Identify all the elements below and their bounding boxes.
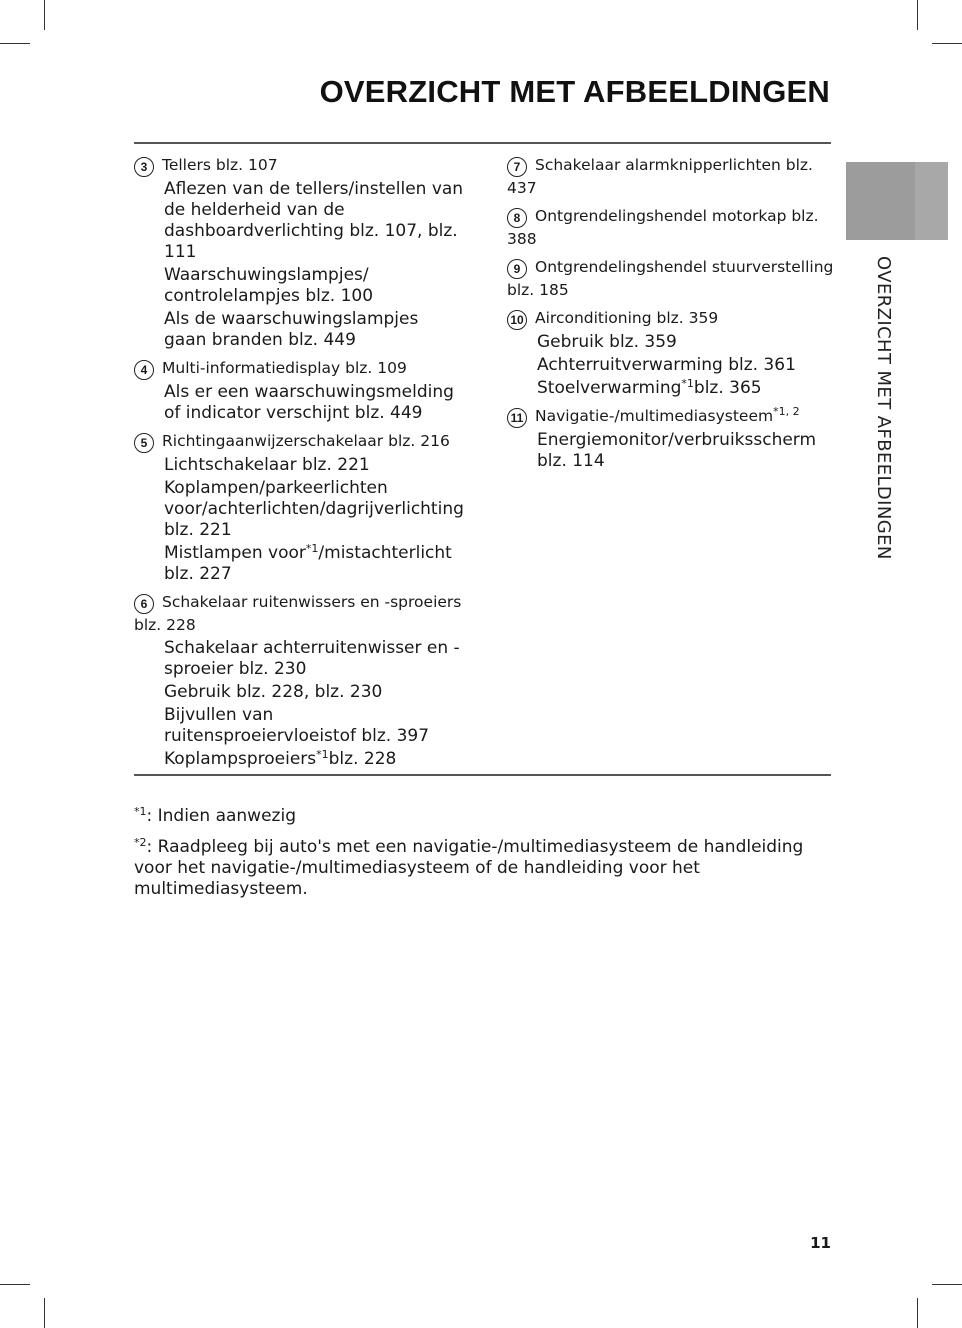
item-heading: 8 Ontgrendelingshendel motorkap blz. 388 bbox=[507, 207, 819, 248]
list-item bbox=[507, 307, 837, 399]
right-column bbox=[507, 154, 837, 478]
list-item bbox=[134, 430, 464, 585]
list-item bbox=[507, 154, 837, 199]
item-subentry: Als de waarschuwingslampjes gaan branden blz. 449 bbox=[164, 309, 419, 350]
item-number: 5 bbox=[134, 433, 154, 453]
item-subentry: Stoelverwarming$^{*1}$blz. 365 bbox=[537, 377, 762, 398]
item-heading: 10 Airconditioning blz. 359 bbox=[507, 307, 837, 330]
item-number: 7 bbox=[507, 157, 527, 177]
item-subentry: Als er een waarschuwingsmelding of indicator verschijnt blz. 449 bbox=[164, 382, 454, 423]
item-subentry: Schakelaar achterruitenwisser en -sproeier blz. 230 bbox=[164, 638, 460, 679]
item-number: 11 bbox=[507, 408, 527, 428]
left-column bbox=[134, 154, 464, 776]
item-heading: 7 Schakelaar alarmknipperlichten blz. 437 bbox=[507, 156, 813, 197]
crop-mark bbox=[932, 1284, 962, 1285]
footnote: $^{*2}$: Raadpleeg bij auto's met een navigatie-/multimediasysteem de handleiding voor het navigatie-/multimediasysteem of de handleiding voor het multimediasysteem. bbox=[134, 836, 804, 899]
item-heading: 6 Schakelaar ruitenwissers en -sproeiers blz. 228 bbox=[134, 593, 462, 634]
item-subentry: Waarschuwingslampjes/ controlelampjes blz. 100 bbox=[164, 265, 374, 306]
item-number: 8 bbox=[507, 208, 527, 228]
list-item bbox=[134, 591, 464, 770]
item-number: 4 bbox=[134, 360, 154, 380]
list-item bbox=[134, 154, 464, 351]
footnotes bbox=[134, 806, 834, 910]
side-tab-accent bbox=[915, 162, 948, 240]
list-item bbox=[134, 357, 464, 424]
crop-mark bbox=[917, 1298, 918, 1328]
list-item bbox=[507, 256, 837, 301]
footnote: $^{*1}$: Indien aanwezig bbox=[134, 805, 296, 826]
crop-mark bbox=[932, 43, 962, 44]
top-divider bbox=[134, 142, 831, 144]
bottom-divider bbox=[134, 774, 831, 776]
item-subentry: Bijvullen van ruitensproeiervloeistof blz. 397 bbox=[164, 705, 430, 746]
item-number: 9 bbox=[507, 259, 527, 279]
item-number: 3 bbox=[134, 157, 154, 177]
item-number: 10 bbox=[507, 310, 527, 330]
crop-mark bbox=[0, 43, 30, 44]
item-subentry: Mistlampen voor$^{*1}$/mistachterlicht blz. 227 bbox=[164, 542, 452, 584]
item-heading: 4 Multi-informatiedisplay blz. 109 bbox=[134, 357, 464, 380]
item-subentry: Energiemonitor/verbruiksscherm blz. 114 bbox=[537, 430, 817, 471]
item-subentry: Koplampsproeiers$^{*1}$blz. 228 bbox=[164, 748, 397, 769]
item-subentry: Gebruik blz. 228, blz. 230 bbox=[164, 682, 383, 702]
item-number: 6 bbox=[134, 594, 154, 614]
item-subentry: Achterruitverwarming blz. 361 bbox=[537, 355, 796, 375]
crop-mark bbox=[917, 0, 918, 30]
item-heading: 11 Navigatie-/multimediasysteem$^{*1, 2}$ bbox=[507, 405, 837, 428]
item-heading: 3 Tellers blz. 107 bbox=[134, 154, 464, 177]
item-subentry: Koplampen/parkeerlichten voor/achterlichten/dagrijverlichting blz. 221 bbox=[164, 478, 464, 540]
list-item bbox=[507, 405, 837, 472]
page-number: 11 bbox=[810, 1234, 831, 1252]
side-tab-label: OVERZICHT MET AFBEELDINGEN bbox=[873, 256, 894, 560]
item-subentry: Lichtschakelaar blz. 221 bbox=[164, 455, 370, 475]
page-title: OVERZICHT MET AFBEELDINGEN bbox=[319, 74, 830, 109]
item-subentry: Aflezen van de tellers/instellen van de helderheid van de dashboardverlichting blz. 107, blz. 111 bbox=[164, 179, 464, 262]
item-subentry: Gebruik blz. 359 bbox=[537, 332, 677, 352]
item-heading: 5 Richtingaanwijzerschakelaar blz. 216 bbox=[134, 430, 464, 453]
crop-mark bbox=[0, 1284, 30, 1285]
item-heading: 9 Ontgrendelingshendel stuurverstelling blz. 185 bbox=[507, 258, 834, 299]
crop-mark bbox=[44, 0, 45, 30]
crop-mark bbox=[44, 1298, 45, 1328]
list-item bbox=[507, 205, 837, 250]
